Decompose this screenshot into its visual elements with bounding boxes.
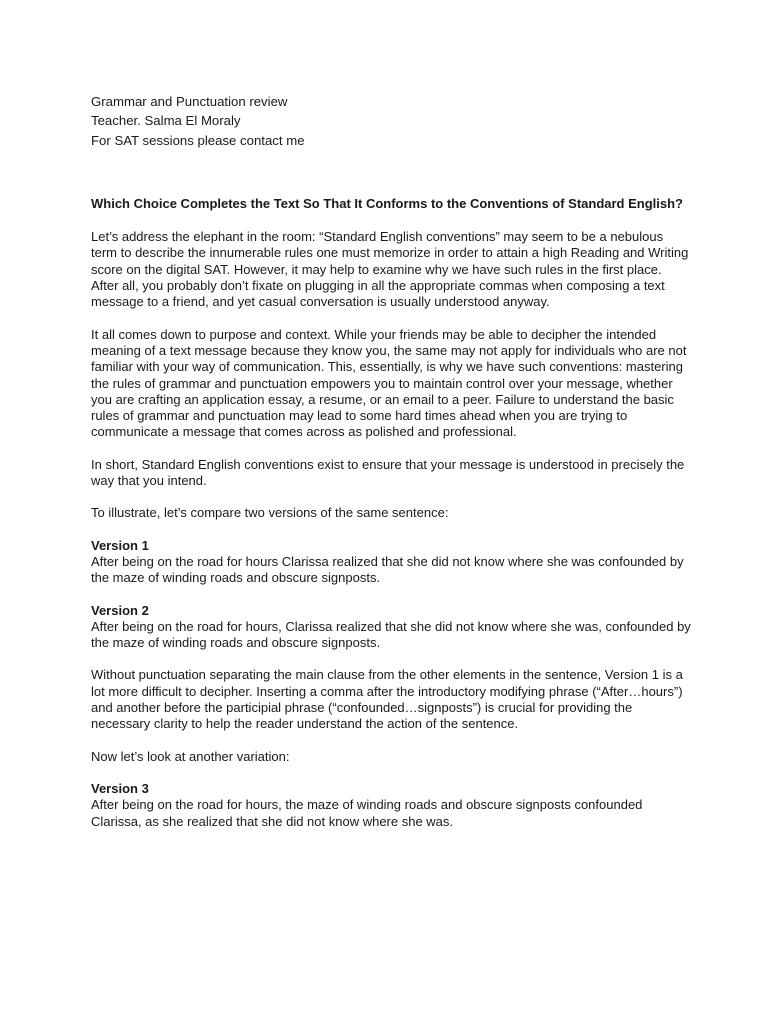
version-text: After being on the road for hours Clarissa realized that she did not know where she was confounded by the maze of winding roads and obscure signposts.: [91, 553, 684, 586]
teacher-name: Teacher. Salma El Moraly: [91, 113, 241, 129]
version-label: Version 1: [91, 537, 149, 553]
document-header: [91, 92, 691, 150]
version-label: Version 3: [91, 780, 149, 796]
paragraph-intro: Let’s address the elephant in the room: “Standard English conventions” may seem to be a nebulous term to describe the innumerable rules one must memorize in order to attain a high Reading and Writing score on the digital SAT. However, it may help to examine why we have such rules in the first place. After all, you probably don’t fixate on plugging in all the appropriate commas when composing a text message to a friend, and yet casual conversation is usually understood anyway.: [91, 229, 689, 310]
paragraph-summary: In short, Standard English conventions exist to ensure that your message is understood in precisely the way that you intend.: [91, 456, 685, 489]
paragraph-variation: Now let’s look at another variation:: [91, 748, 290, 764]
version-text: After being on the road for hours, the maze of winding roads and obscure signposts confounded Clarissa, as she realized that she did not know where she was.: [91, 797, 643, 829]
version-3-block: [91, 781, 691, 830]
document-title: Grammar and Punctuation review: [91, 94, 288, 109]
document-page: [91, 92, 691, 846]
contact-note: For SAT sessions please contact me: [91, 132, 305, 148]
section-heading: Which Choice Completes the Text So That It Conforms to the Conventions of Standard English?: [91, 195, 684, 211]
version-text: After being on the road for hours, Clarissa realized that she did not know where she was, confounded by the maze of winding roads and obscure signposts.: [91, 618, 691, 651]
paragraph-purpose: It all comes down to purpose and context. While your friends may be able to decipher the intended meaning of a text message because they know you, the same may not apply for individuals who are not familiar with your way of communication. This, essentially, is why we have such conventions: mastering the rules of grammar and punctuation empowers you to maintain control over your message, whether you are crafting an application essay, a resume, or an email to a peer. Failure to understand the basic rules of grammar and punctuation may lead to some hard times ahead when you are trying to communicate a message that comes across as polished and professional.: [91, 326, 687, 440]
version-1-block: [91, 538, 691, 587]
paragraph-illustrate: To illustrate, let’s compare two versions of the same sentence:: [91, 505, 449, 521]
version-2-block: [91, 603, 691, 652]
version-label: Version 2: [91, 602, 149, 618]
paragraph-explanation: Without punctuation separating the main clause from the other elements in the sentence, Version 1 is a lot more difficult to decipher. Inserting a comma after the introductory modifying phrase (“After…hours”) and another before the participial phrase (“confounded…signposts”) is crucial for providing the necessary clarity to help the reader understand the action of the sentence.: [91, 667, 683, 732]
